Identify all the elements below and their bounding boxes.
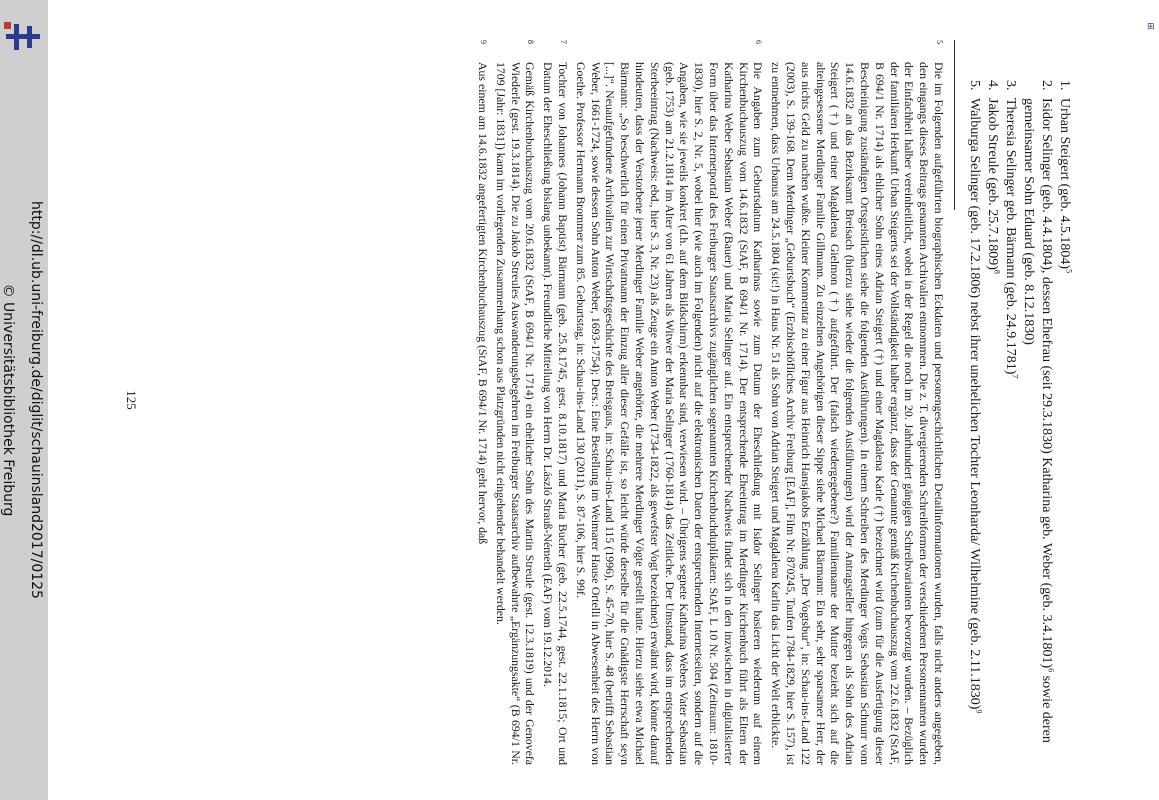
list-item: 2. Isidor Selinger (geb. 4.4.1804), dessen Ehefrau (seit 29.3.1830) Katharina geb. Weber (geb. 3.4.1801)$^6$ sowie deren gemeinsamer Sohn Eduard (geb. 8.12.1830) <box>1021 80 1056 743</box>
list-item: 4. Jakob Streule (geb. 25.7.1809)$^8$ <box>985 80 1002 274</box>
footnote: 8 Gemäß Kirchenbuchauszug vom 20.6.1832 (StAF, B 694/1 Nr. 1714) ein ehelicher Sohn des Martin Streule (gest. 12.3.1819) und der Genovefa Wiederle (gest. 19.3.1814). Die zu Jakob Streules Auswanderungsbegehren im Freiburger Staatsarchiv aufbewahrte „Ergänzungsakte“ (B 694/1 Nr. 1709 [Jahr: 1831]) kann im vorliegenden Zusammenhang schon aus Platzgründen nicht eingehender behandelt werden. <box>493 40 538 765</box>
document-url[interactable]: http://dl.ub.uni-freiburg.de/diglit/schauinsland2017/0125 <box>28 201 44 599</box>
viewer-sidebar <box>0 0 48 800</box>
rotated-document-page <box>105 15 1115 785</box>
footnote: 6 Die Angaben zum Geburtsdatum Katharinas sowie zum Datum der Eheschließung mit Isidor Selinger basieren wiederum auf einem Kirchenbuchauszug vom 14.6.1832 (StAF, B 694/1 Nr. 1714). Der entsprechende Eheeintrag im Merdinger Kirchenbuch führt als Eltern der Katharina Weber Sebastian Weber (Bauer) und Maria Selinger auf. Ein entsprechender Nachweis findet sich in den inzwischen in digitalisierter Form über das Internetportal des Freiburger Staatsarchivs zugänglichen sogenannten Kirchenbuchduplikaten: StAF, L 10 Nr. 504 (Zeitraum: 1810-1830), hier S. 2, Nr. 5, wobei hier (wie auch im Folgenden) nicht auf die elektronischen Daten der entsprechenden Internetseiten, sondern auf die Angaben, wie sie jeweils konkret (d.h. auf dem Bildschirm) erkennbar sind, verwiesen wird. – Übrigens segnete Katharina Webers Vater Sebastian (geb. 1753) am 21.2.1814 im Alter von 61 Jahren als Witwer der Maria Selinger (1760-1814) das Zeitliche. Der Umstand, dass im entsprechenden Sterbeeintrag (Nachweis: ebd., hier S. 3, Nr. 23) als Zeuge ein Anton Weber (1734-1822, als gewefster Vogt bezeichnet) erwähnt wird, könnte darauf hindeuten, dass der Verstorbene jener Merdinger Familie Weber angehörte, die mehrere Merdinger Vögte gestellt hatte. Hierzu siehe etwa Michael Bärmann: „So beschwerlich für einen Privatmann der Einzug aller dieser Gefälle ist, so leicht würde derselbe für die Gnädigste Herrschaft seyn [...]“. Neuaufgefundene Archivalien zur Wirtschaftsgeschichte des Breisgaus, in: Schau-ins-Land 115 (1996), S. 45-70, hier S. 48 (betrifft Sebastian Weber, 1661-1724, sowie dessen Sohn Anton Weber, 1693-1754); Ders.: Eine Bestellung im Weimarer Hause Ortelli in Abwesenheit des Herrn von Goethe. Professor Hermann Brommer zum 85. Geburtstag, in: Schau-ins-Land 130 (2011), S. 87-106, hier S. 99f. <box>573 40 766 765</box>
footnotes <box>475 40 946 765</box>
footnote: 9 Aus einem am 14.6.1832 angefertigten Kirchenbuchauszug (StAF, B 694/1 Nr. 1714) geht hervor, daß <box>476 40 491 545</box>
list-item: 5. Walburga Selinger (geb. 17.2.1806) nebst ihrer unehelichen Tochter Leonharda/ Wilhelmine (geb. 2.11.1830)$^9$ <box>967 80 984 714</box>
page-viewport <box>70 0 1150 800</box>
footnote: 7 Tochter von Johannes (Johann Baptist) Bärmann (geb. 25.8.1745, gest. 8.10.1817) und Maria Bucher (geb. 22.5.1744, gest. 22.1.1815; Ort und Datum der Eheschließung bislang unbekannt). Freundliche Mitteilung von Herrn Dr. László Strauß-Németh (EAF) vom 19.12.2014. <box>541 40 571 765</box>
list-item: 1. Urban Steigert (geb. 4.5.1804)$^5$ <box>1057 80 1074 274</box>
person-list <box>965 80 1073 765</box>
copyright-notice: © Universitätsbibliothek Freiburg <box>0 283 16 517</box>
footnote: 5 Die im Folgenden aufgeführten biographischen Eckdaten und personengeschichtlichen Detailinformationen wurden, falls nicht anders angegeben, den eingangs dieses Beitrags genannten Archivalien entnommen. Die z. T. divergierenden Schreibformen der verschiedenen Personennamen wurden der Einfachheit halber vereinheitlicht, wobei in der Regel die noch im 20. Jahrhundert gängigen Schreibvarianten bevorzugt wurden. – Bezüglich der familiären Herkunft Urban Steigerts sei der Vollständigkeit halber ergänzt, dass der Genannte gemäß Kirchenbuchauszug vom 22.6.1832 (StAF, B 694/1 Nr. 1714) als ehlicher Sohn eines Adrian Steigert (†) und einer Magdalena Karle (†) bezeichnet wird (zum für die Ausfertigung dieser Bescheinigung zuständigen Ortsgeistlichen siehe die folgenden Ausführungen). In einem Schreiben des Merdinger Vogts Sebastian Schnurr vom 14.6.1832 an das Bezirksamt Breisach (hierzu siehe wieder die folgenden Ausführungen) wird der Antragsteller hingegen als Sohn des Adrian Steigert (†) und einer Magdalena Gielmon (†) aufgeführt. Der (falsch wiedergegebene?) Familienname der Mutter bezieht sich auf die alteingesessene Merdinger Familie Gillmann. Zu einzelnen Angehörigen dieser Sippe siehe Michael Bärmann: Ein sehr, sehr sparsamer Herr, der aus nichts Geld zu machen wußte. Kleiner Kommentar zu einer Figur aus Heinrich Hansjakobs Erzählung „Der Vogtsbur“, in: Schau-ins-Land 122 (2003), S. 139-168. Dem Merdinger „Geburtsbuch“ (Erzbischöfliches Archiv Freiburg [EAF], Film Nr. 870245, Taufen 1784-1829, hier S. 157), ist zu entnehmen, dass Urbanus am 24.5.1804 (sic!) in Haus Nr. 51 als Sohn von Adrian Steigert und Magdalena Karlin das Licht der Welt erblickte. <box>769 40 946 765</box>
list-item: 3. Theresia Selinger geb. Bärmann (geb. 24.9.1781)$^7$ <box>1003 80 1020 379</box>
corner-marker-icon: ⊞ <box>1147 22 1155 32</box>
footnote-divider <box>954 40 955 210</box>
ub-freiburg-logo-icon <box>0 18 46 54</box>
page-number: 125 <box>123 390 139 410</box>
